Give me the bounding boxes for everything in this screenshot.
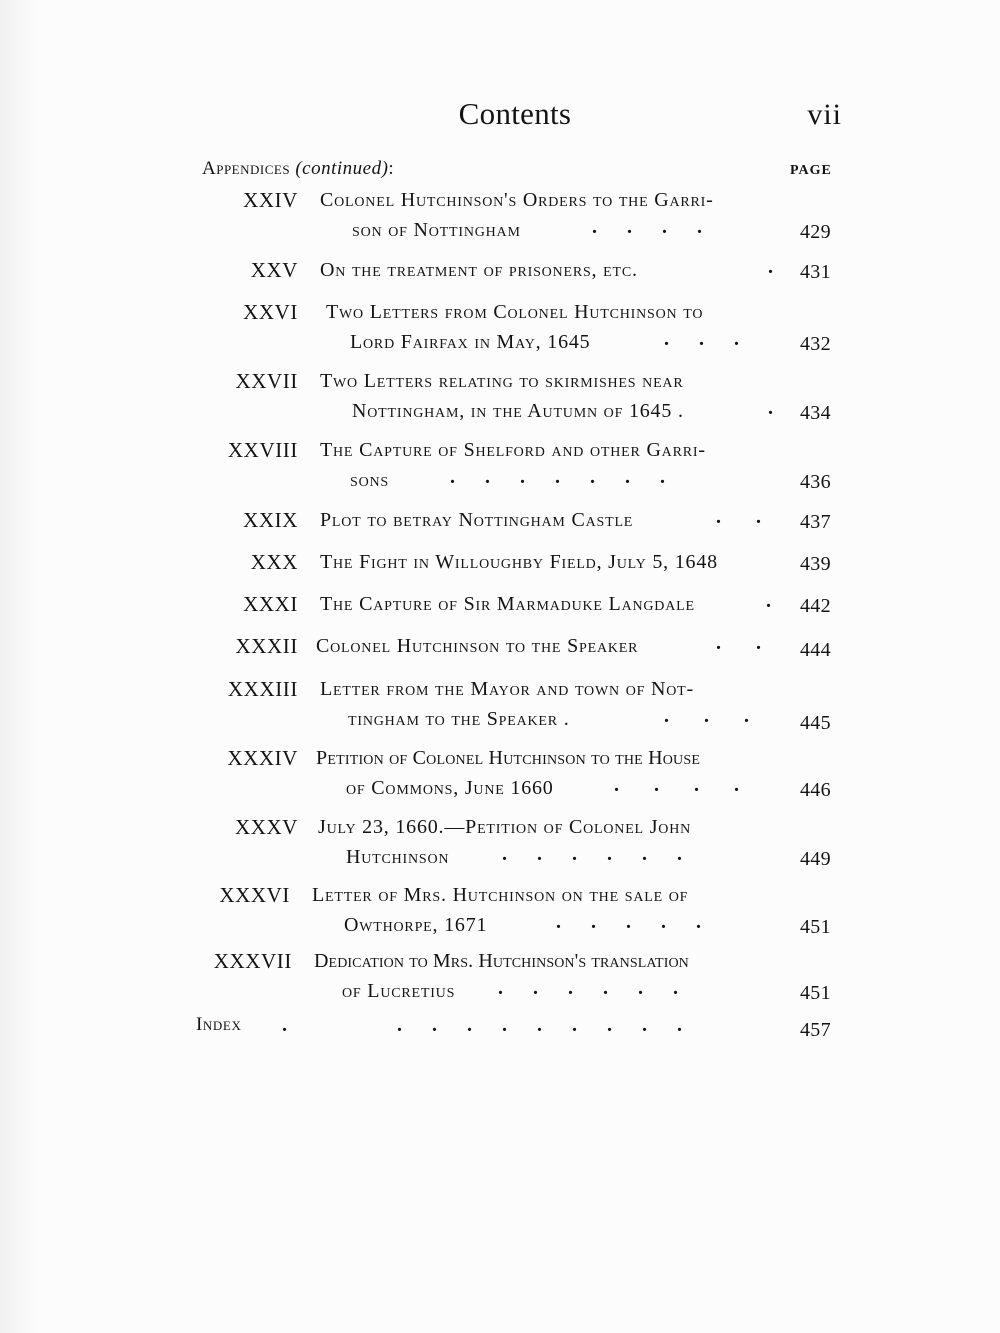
leader-dots: . . . . . . . . . . [282,1014,682,1036]
entry-title-line2: Lord Fairfax in May, 1645 [350,331,591,353]
appendix-number: XXXI [243,592,298,616]
leader-dots: . . . . [592,216,702,238]
index-label: Index [196,1014,242,1035]
leader-dots: . . . . . . [498,977,678,999]
section-colon: : [388,158,395,179]
entry-title-line2: Nottingham, in the Autumn of 1645 . [352,400,684,422]
appendix-number: XXXVI [219,883,290,907]
leader-dots: . . . . . . [502,843,682,865]
page-title: Contents [458,96,572,131]
leader-dots: . . [716,506,761,528]
page-number-folio: vii [807,98,842,131]
page-ref: 444 [800,639,831,661]
page-ref: 451 [800,916,831,938]
page-ref: 431 [800,261,831,283]
appendix-number: XXVIII [227,438,298,462]
appendix-number: XXX [250,550,298,574]
page-ref: 445 [800,712,831,734]
section-heading [202,158,394,180]
entry-title-line2: of Lucretius [342,980,456,1002]
leader-dots: . . [716,632,761,654]
appendix-number: XXXIII [227,677,298,701]
page-ref: 439 [800,553,831,575]
entry-title-line1: July 23, 1660.—Petition of Colonel John [318,816,692,838]
leader-dots: . [768,397,773,419]
entry-title-line1: Letter of Mrs. Hutchinson on the sale of [312,884,689,906]
appendix-number: XXXV [234,815,298,839]
appendix-number: XXVI [243,300,298,324]
appendix-number: XXXIV [227,746,298,770]
page-column-label: PAGE [790,163,832,178]
leader-dots: . [766,590,771,612]
leader-dots: . . . . . [556,911,701,933]
entry-title-line1: The Capture of Sir Marmaduke Langdale [320,593,695,615]
entry-title-line1: Letter from the Mayor and town of Not- [320,678,694,700]
page-ref: 429 [800,221,831,243]
page-ref: 432 [800,333,831,355]
leader-dots: . . . [664,328,739,350]
appendix-number: XXIV [243,188,298,212]
page-ref: 437 [800,511,831,533]
entry-title-line2: son of Nottingham [352,219,521,241]
page-ref: 449 [800,848,831,870]
appendix-number: XXIX [243,508,298,532]
entry-title-line2: sons [350,469,389,491]
entry-title-line1: Petition of Colonel Hutchinson to the House [316,747,701,769]
entry-title-line1: On the treatment of prisoners, etc. [320,259,638,281]
page-ref: 436 [800,471,831,493]
entry-title-line1: Colonel Hutchinson's Orders to the Garri- [320,189,714,211]
leader-dots: . . . . . . . [450,466,665,488]
leader-dots: . . . [664,705,749,727]
entry-title-line1: The Capture of Shelford and other Garri- [320,439,706,461]
entry-title-line1: Two Letters from Colonel Hutchinson to [326,301,704,323]
page-ref: 442 [800,595,831,617]
leader-dots: . [768,256,773,278]
entry-title-line1: Dedication to Mrs. Hutchinson's translation [314,950,689,972]
page-gutter-shadow [0,0,40,1333]
index-page-ref: 457 [800,1019,831,1041]
entry-title-line2: Owthorpe, 1671 [344,914,488,936]
section-label: Appendices [202,158,291,179]
entry-title-line2: Hutchinson [346,846,450,868]
leader-dots: . . . . [614,774,739,796]
entry-title-line2: of Commons, June 1660 [346,777,554,799]
appendix-number: XXXII [235,634,298,658]
appendix-number: XXVII [235,369,298,393]
page-ref: 451 [800,982,831,1004]
page-ref: 434 [800,402,831,424]
entry-title-line1: Colonel Hutchinson to the Speaker [316,635,639,657]
page-ref: 446 [800,779,831,801]
appendix-number: XXXVII [213,949,292,973]
entry-title-line1: Two Letters relating to skirmishes near [320,370,684,392]
entry-title-line1: Plot to betray Nottingham Castle [320,509,634,531]
entry-title-line1: The Fight in Willoughby Field, July 5, 1648 [320,551,718,573]
entry-title-line2: tingham to the Speaker . [348,708,570,730]
section-note: (continued) [295,158,389,179]
appendix-number: XXV [250,258,298,282]
